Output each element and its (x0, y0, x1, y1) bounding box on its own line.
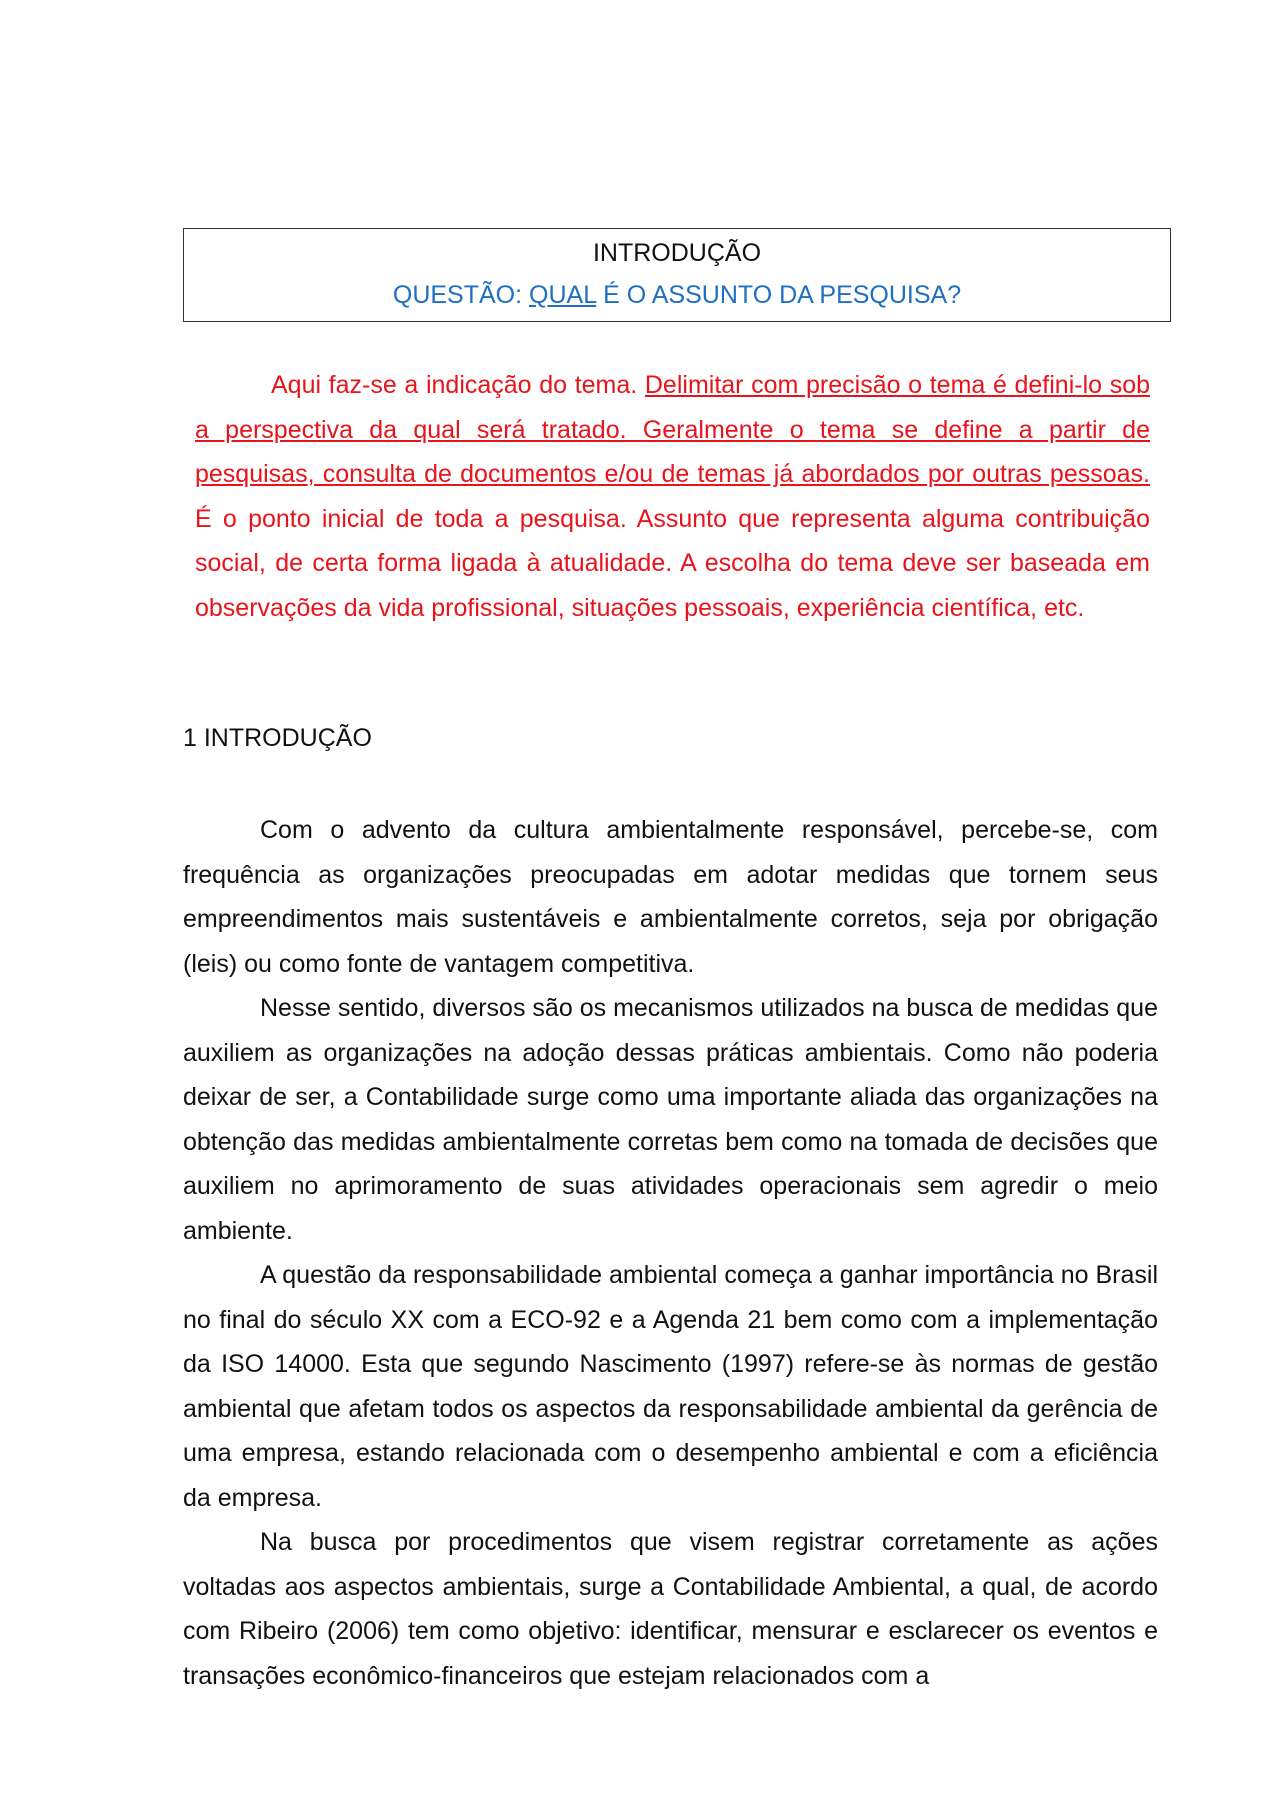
question-prefix: QUESTÃO: (392, 281, 530, 309)
question-underlined-word: QUAL (529, 281, 597, 309)
topic-header-box (183, 228, 1171, 322)
body-text (183, 808, 1158, 1698)
paragraph-4: Na busca por procedimentos que visem registrar corretamente as ações voltadas aos aspectos ambientais, surge a Contabilidade Ambiental, a qual, de acordo com Ribeiro (2006) tem como objetivo: identificar, mensurar e esclarecer os eventos e transações econômico-financeiros que estejam relacionados com a (183, 1528, 1158, 1690)
header-question (184, 279, 1170, 311)
paragraph-3: A questão da responsabilidade ambiental começa a ganhar importância no Brasil no final do século XX com a ECO-92 e a Agenda 21 bem como com a implementação da ISO 14000. Esta que segundo Nascimento (1997) refere-se às normas de gestão ambiental que afetam todos os aspectos da responsabilidade ambiental da gerência de uma empresa, estando relacionada com o desempenho ambiental e com a eficiência da empresa. (183, 1261, 1158, 1512)
guidance-part3: É o ponto inicial de toda a pesquisa. Assunto que representa alguma contribuição social, de certa forma ligada à atualidade. A escolha do tema deve ser baseada em observações da vida profissional, situações pessoais, experiência científica, etc. (195, 504, 1150, 622)
guidance-part1: Aqui faz-se a indicação do tema. (271, 371, 645, 399)
guidance-paragraph (195, 363, 1150, 630)
paragraph-2: Nesse sentido, diversos são os mecanismos utilizados na busca de medidas que auxiliem as organizações na adoção dessas práticas ambientais. Como não poderia deixar de ser, a Contabilidade surge como uma importante aliada das organizações na obtenção das medidas ambientalmente corretas bem como na tomada de decisões que auxiliem no aprimoramento de suas atividades operacionais sem agredir o meio ambiente. (183, 994, 1158, 1245)
paragraph-1: Com o advento da cultura ambientalmente responsável, percebe-se, com frequência as organizações preocupadas em adotar medidas que tornem seus empreendimentos mais sustentáveis e ambientalmente corretos, seja por obrigação (leis) ou como fonte de vantagem competitiva. (183, 816, 1158, 978)
question-suffix: É O ASSUNTO DA PESQUISA? (596, 281, 962, 309)
guidance-underlined: Delimitar com precisão o tema é defini-lo sob a perspectiva da qual será tratado. Geralmente o tema se define a partir de pesquisas, consulta de documentos e/ou de temas já abordados por outras pessoas. (195, 371, 1150, 488)
header-title: INTRODUÇÃO (592, 239, 762, 267)
section-heading: 1 INTRODUÇÃO (183, 724, 372, 752)
